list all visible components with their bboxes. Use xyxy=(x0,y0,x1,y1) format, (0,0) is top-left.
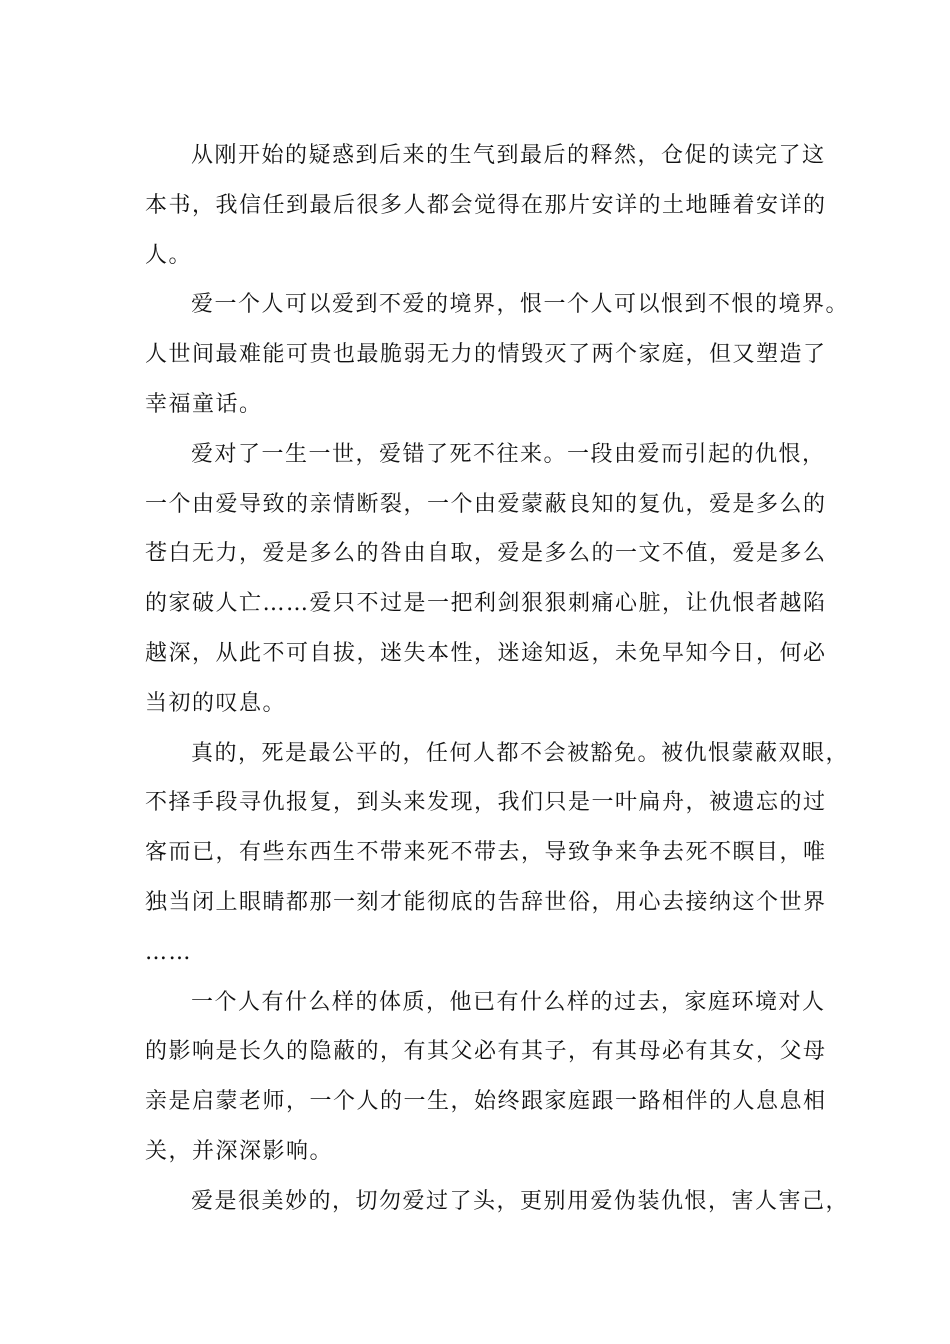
text-line: 客而已，有些东西生不带来死不带去，导致争来争去死不瞑目，唯 xyxy=(145,840,827,866)
text-line: 当初的叹息。 xyxy=(145,690,287,716)
text-line: 亲是启蒙老师，一个人的一生，始终跟家庭跟一路相伴的人息息相 xyxy=(145,1089,827,1115)
text-line: 爱对了一生一世，爱错了死不往来。一段由爱而引起的仇恨， xyxy=(191,441,826,467)
text-line: 从刚开始的疑惑到后来的生气到最后的释然，仓促的读完了这 xyxy=(191,143,826,168)
text-line: 真的，死是最公平的，任何人都不会被豁免。被仇恨蒙蔽双眼， xyxy=(191,740,850,766)
text-line: 一个由爱导致的亲情断裂，一个由爱蒙蔽良知的复仇，爱是多么的 xyxy=(145,491,827,517)
text-line: …… xyxy=(145,939,192,965)
text-line: 幸福童话。 xyxy=(145,391,263,417)
text-line: 关，并深深影响。 xyxy=(145,1138,334,1164)
text-line: 爱是很美妙的，切勿爱过了头，更别用爱伪装仇恨，害人害己， xyxy=(191,1188,850,1214)
text-line: 不择手段寻仇报复，到头来发现，我们只是一叶扁舟，被遗忘的过 xyxy=(145,790,827,816)
text-line: 苍白无力，爱是多么的咎由自取，爱是多么的一文不值，爱是多么 xyxy=(145,541,827,567)
text-line: 越深，从此不可自拔，迷失本性，迷途知返，未免早知今日，何必 xyxy=(145,640,827,666)
text-line: 独当闭上眼睛都那一刻才能彻底的告辞世俗，用心去接纳这个世界 xyxy=(145,889,827,915)
text-line: 人世间最难能可贵也最脆弱无力的情毁灭了两个家庭，但又塑造了 xyxy=(145,342,827,368)
text-line: 人。 xyxy=(145,242,193,268)
text-line: 本书，我信任到最后很多人都会觉得在那片安详的土地睡着安详的 xyxy=(145,192,827,218)
text-line: 的家破人亡……爱只不过是一把利剑狠狠刺痛心脏，让仇恨者越陷 xyxy=(145,591,827,617)
text-line: 的影响是长久的隐蔽的，有其父必有其子，有其母必有其女，父母 xyxy=(145,1039,827,1065)
body-text xyxy=(145,131,850,1227)
text-line: 一个人有什么样的体质，他已有什么样的过去，家庭环境对人 xyxy=(191,989,826,1015)
text-line: 爱一个人可以爱到不爱的境界，恨一个人可以恨到不恨的境界。 xyxy=(191,292,850,318)
